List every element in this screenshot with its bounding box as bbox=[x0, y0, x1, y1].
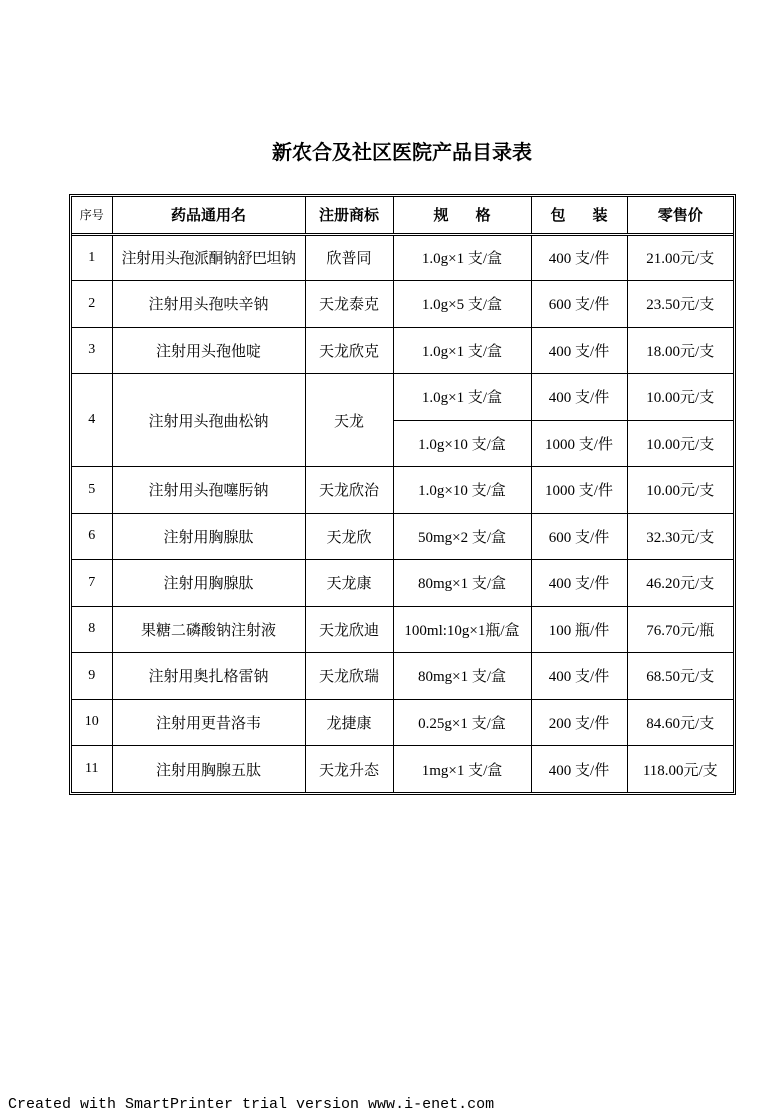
cell-spec: 1.0g×10 支/盒 bbox=[393, 467, 531, 514]
cell-drug-name: 注射用胸腺肽 bbox=[112, 560, 305, 607]
cell-spec: 80mg×1 支/盒 bbox=[393, 560, 531, 607]
cell-serial-no: 6 bbox=[72, 513, 112, 560]
cell-spec: 1.0g×5 支/盒 bbox=[393, 281, 531, 328]
cell-brand: 天龙欣瑞 bbox=[305, 653, 393, 700]
cell-spec: 1.0g×10 支/盒 bbox=[393, 420, 531, 467]
cell-packaging: 400 支/件 bbox=[531, 653, 627, 700]
cell-brand: 天龙欣治 bbox=[305, 467, 393, 514]
header-drug-name: 药品通用名 bbox=[112, 197, 305, 234]
cell-spec: 50mg×2 支/盒 bbox=[393, 513, 531, 560]
table-row bbox=[72, 746, 733, 793]
cell-packaging: 600 支/件 bbox=[531, 513, 627, 560]
table-row bbox=[72, 699, 733, 746]
cell-packaging: 400 支/件 bbox=[531, 234, 627, 281]
table-row bbox=[72, 606, 733, 653]
trial-version-footer: Created with SmartPrinter trial version www.i-enet.com bbox=[8, 1096, 495, 1113]
table-row bbox=[72, 560, 733, 607]
product-catalog-table-frame bbox=[69, 194, 736, 795]
cell-drug-name: 注射用胸腺五肽 bbox=[112, 746, 305, 793]
cell-packaging: 1000 支/件 bbox=[531, 467, 627, 514]
cell-serial-no: 9 bbox=[72, 653, 112, 700]
cell-retail-price: 10.00元/支 bbox=[627, 467, 733, 514]
cell-brand: 天龙升态 bbox=[305, 746, 393, 793]
table-row bbox=[72, 281, 733, 328]
cell-spec: 1.0g×1 支/盒 bbox=[393, 234, 531, 281]
cell-serial-no: 10 bbox=[72, 699, 112, 746]
header-retail-price: 零售价 bbox=[627, 197, 733, 234]
cell-packaging: 1000 支/件 bbox=[531, 420, 627, 467]
cell-drug-name: 注射用头孢呋辛钠 bbox=[112, 281, 305, 328]
cell-spec: 1mg×1 支/盒 bbox=[393, 746, 531, 793]
cell-retail-price: 68.50元/支 bbox=[627, 653, 733, 700]
cell-spec: 1.0g×1 支/盒 bbox=[393, 327, 531, 374]
cell-packaging: 200 支/件 bbox=[531, 699, 627, 746]
cell-brand: 天龙欣克 bbox=[305, 327, 393, 374]
cell-drug-name: 注射用奥扎格雷钠 bbox=[112, 653, 305, 700]
cell-retail-price: 18.00元/支 bbox=[627, 327, 733, 374]
table-row bbox=[72, 234, 733, 281]
cell-brand: 天龙欣 bbox=[305, 513, 393, 560]
cell-packaging: 400 支/件 bbox=[531, 374, 627, 421]
cell-brand: 天龙欣迪 bbox=[305, 606, 393, 653]
cell-packaging: 600 支/件 bbox=[531, 281, 627, 328]
cell-retail-price: 46.20元/支 bbox=[627, 560, 733, 607]
cell-retail-price: 118.00元/支 bbox=[627, 746, 733, 793]
cell-brand: 龙捷康 bbox=[305, 699, 393, 746]
cell-drug-name: 注射用头孢派酮钠舒巴坦钠 bbox=[112, 234, 305, 281]
cell-spec: 1.0g×1 支/盒 bbox=[393, 374, 531, 421]
cell-brand: 欣普同 bbox=[305, 234, 393, 281]
cell-packaging: 100 瓶/件 bbox=[531, 606, 627, 653]
table-header-row bbox=[72, 197, 733, 234]
cell-brand: 天龙泰克 bbox=[305, 281, 393, 328]
cell-drug-name: 注射用更昔洛韦 bbox=[112, 699, 305, 746]
cell-serial-no: 7 bbox=[72, 560, 112, 607]
cell-spec: 80mg×1 支/盒 bbox=[393, 653, 531, 700]
cell-brand: 天龙 bbox=[305, 374, 393, 467]
table-row bbox=[72, 327, 733, 374]
cell-serial-no: 5 bbox=[72, 467, 112, 514]
cell-drug-name: 注射用头孢他啶 bbox=[112, 327, 305, 374]
cell-spec: 0.25g×1 支/盒 bbox=[393, 699, 531, 746]
cell-brand: 天龙康 bbox=[305, 560, 393, 607]
cell-spec: 100ml:10g×1瓶/盒 bbox=[393, 606, 531, 653]
document-title: 新农合及社区医院产品目录表 bbox=[272, 142, 532, 164]
product-catalog-table bbox=[72, 197, 733, 792]
header-serial-no: 序号 bbox=[72, 197, 112, 234]
cell-serial-no: 8 bbox=[72, 606, 112, 653]
cell-retail-price: 23.50元/支 bbox=[627, 281, 733, 328]
cell-serial-no: 11 bbox=[72, 746, 112, 793]
header-brand: 注册商标 bbox=[305, 197, 393, 234]
header-spec: 规 格 bbox=[393, 197, 531, 234]
cell-drug-name: 注射用胸腺肽 bbox=[112, 513, 305, 560]
table-row bbox=[72, 467, 733, 514]
cell-retail-price: 84.60元/支 bbox=[627, 699, 733, 746]
cell-packaging: 400 支/件 bbox=[531, 560, 627, 607]
table-row bbox=[72, 513, 733, 560]
cell-drug-name: 注射用头孢噻肟钠 bbox=[112, 467, 305, 514]
table-row bbox=[72, 653, 733, 700]
cell-serial-no: 1 bbox=[72, 234, 112, 281]
cell-retail-price: 76.70元/瓶 bbox=[627, 606, 733, 653]
cell-retail-price: 21.00元/支 bbox=[627, 234, 733, 281]
cell-retail-price: 10.00元/支 bbox=[627, 420, 733, 467]
cell-drug-name: 果糖二磷酸钠注射液 bbox=[112, 606, 305, 653]
header-packaging: 包 装 bbox=[531, 197, 627, 234]
cell-retail-price: 10.00元/支 bbox=[627, 374, 733, 421]
table-row bbox=[72, 374, 733, 421]
cell-retail-price: 32.30元/支 bbox=[627, 513, 733, 560]
cell-serial-no: 4 bbox=[72, 374, 112, 467]
cell-packaging: 400 支/件 bbox=[531, 327, 627, 374]
cell-packaging: 400 支/件 bbox=[531, 746, 627, 793]
cell-serial-no: 2 bbox=[72, 281, 112, 328]
cell-serial-no: 3 bbox=[72, 327, 112, 374]
cell-drug-name: 注射用头孢曲松钠 bbox=[112, 374, 305, 467]
